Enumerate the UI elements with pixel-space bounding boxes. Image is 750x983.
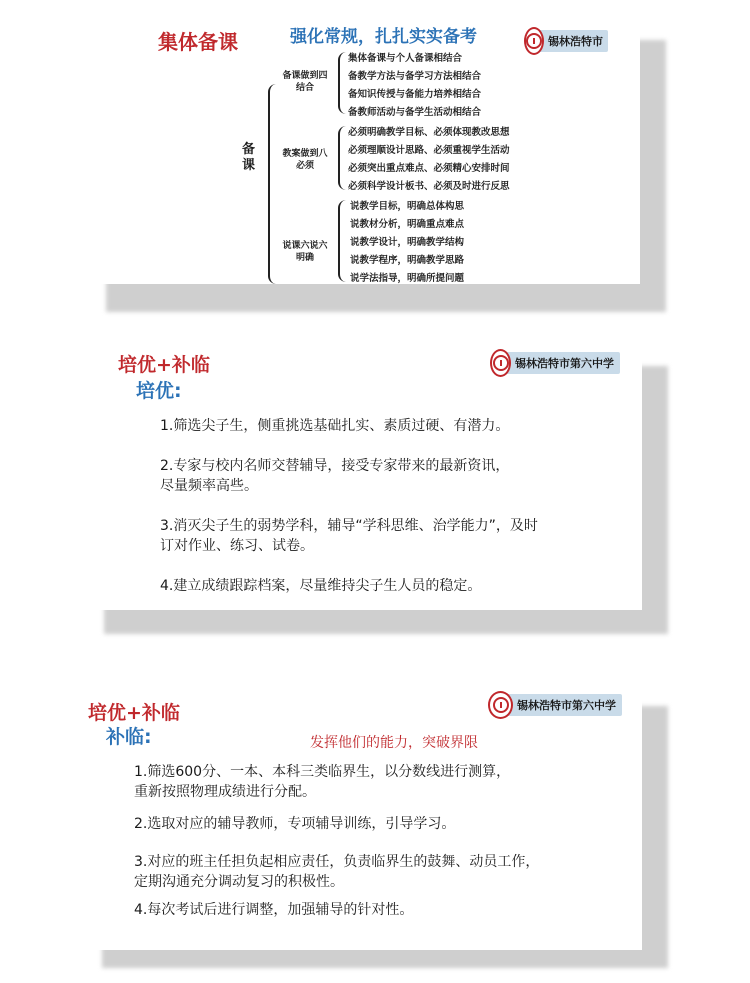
slide2 — [90, 340, 642, 610]
school-seal-icon — [524, 27, 544, 55]
slide2-title: 培优+补临 — [118, 354, 210, 376]
point-4: 4.建立成绩跟踪档案，尽量维持尖子生人员的稳定。 — [160, 578, 482, 594]
g2-item4: 必须科学设计板书、必须及时进行反思 — [348, 181, 510, 192]
g2-item3: 必须突出重点难点、必须精心安排时间 — [348, 163, 510, 174]
point-1-cont: 重新按照物理成绩进行分配。 — [134, 784, 316, 800]
point-2: 2.专家与校内名师交替辅导，接受专家带来的最新资讯， — [160, 458, 510, 474]
slide1 — [92, 12, 640, 284]
g1-item1: 集体备课与个人备课相结合 — [348, 53, 463, 64]
point-1: 1.筛选600分、一本、本科三类临界生，以分数线进行测算， — [134, 764, 511, 780]
school-name: 锡林浩特市 — [548, 35, 603, 48]
g3-item5: 说学法指导，明确所提问题 — [350, 273, 465, 284]
g3-item1: 说教学目标，明确总体构思 — [350, 201, 465, 212]
point-2-cont: 尽量频率高些。 — [160, 478, 258, 494]
point-2: 2.选取对应的辅导教师，专项辅导训练，引导学习。 — [134, 816, 456, 832]
g3-item2: 说教材分析，明确重点难点 — [350, 219, 465, 230]
school-name: 锡林浩特市第六中学 — [515, 357, 614, 370]
g2-item2: 必须理顺设计思路、必须重视学生活动 — [348, 145, 510, 156]
slide1-logo — [530, 30, 608, 52]
slide3-subtitle: 补临: — [106, 726, 152, 748]
point-3: 3.对应的班主任担负起相应责任，负责临界生的鼓舞、动员工作， — [134, 854, 540, 870]
g1-item4: 备教师活动与备学生活动相结合 — [348, 107, 482, 118]
school-seal-icon — [490, 349, 511, 377]
g2-item1: 必须明确教学目标、必须体现教改思想 — [348, 127, 510, 138]
slide1-subtitle: 强化常规，扎扎实实备考 — [290, 27, 477, 47]
school-name: 锡林浩特市第六中学 — [517, 699, 616, 712]
root-label: 备课 — [242, 142, 256, 173]
root-brace — [268, 84, 278, 284]
group1-label: 备课做到四结合 — [282, 71, 328, 93]
slide2-subtitle: 培优: — [136, 380, 182, 402]
point-1: 1.筛选尖子生，侧重挑选基础扎实、素质过硬、有潜力。 — [160, 418, 510, 434]
point-4: 4.每次考试后进行调整，加强辅导的针对性。 — [134, 902, 414, 918]
slide3 — [88, 682, 642, 950]
g3-item4: 说教学程序，明确教学思路 — [350, 255, 465, 266]
slide3-slogan: 发挥他们的能力，突破界限 — [310, 735, 478, 751]
point-3-cont: 订对作业、练习、试卷。 — [160, 538, 314, 554]
g1-item3: 备知识传授与备能力培养相结合 — [348, 89, 482, 100]
g1-item2: 备教学方法与备学习方法相结合 — [348, 71, 482, 82]
group2-brace — [338, 126, 346, 190]
group1-brace — [338, 52, 346, 114]
slide1-title: 集体备课 — [158, 30, 238, 54]
group2-label: 教案做到八必须 — [282, 149, 328, 171]
group3-brace — [338, 200, 346, 282]
slide3-logo — [494, 694, 622, 716]
point-3: 3.消灭尖子生的弱势学科，辅导“学科思维、治学能力”，及时 — [160, 518, 538, 534]
slide2-logo — [496, 352, 620, 374]
school-seal-icon — [488, 691, 513, 719]
slide3-title: 培优+补临 — [88, 702, 180, 724]
g3-item3: 说教学设计，明确教学结构 — [350, 237, 465, 248]
group3-label: 说课六说六明确 — [282, 241, 328, 263]
point-3-cont: 定期沟通充分调动复习的积极性。 — [134, 874, 344, 890]
